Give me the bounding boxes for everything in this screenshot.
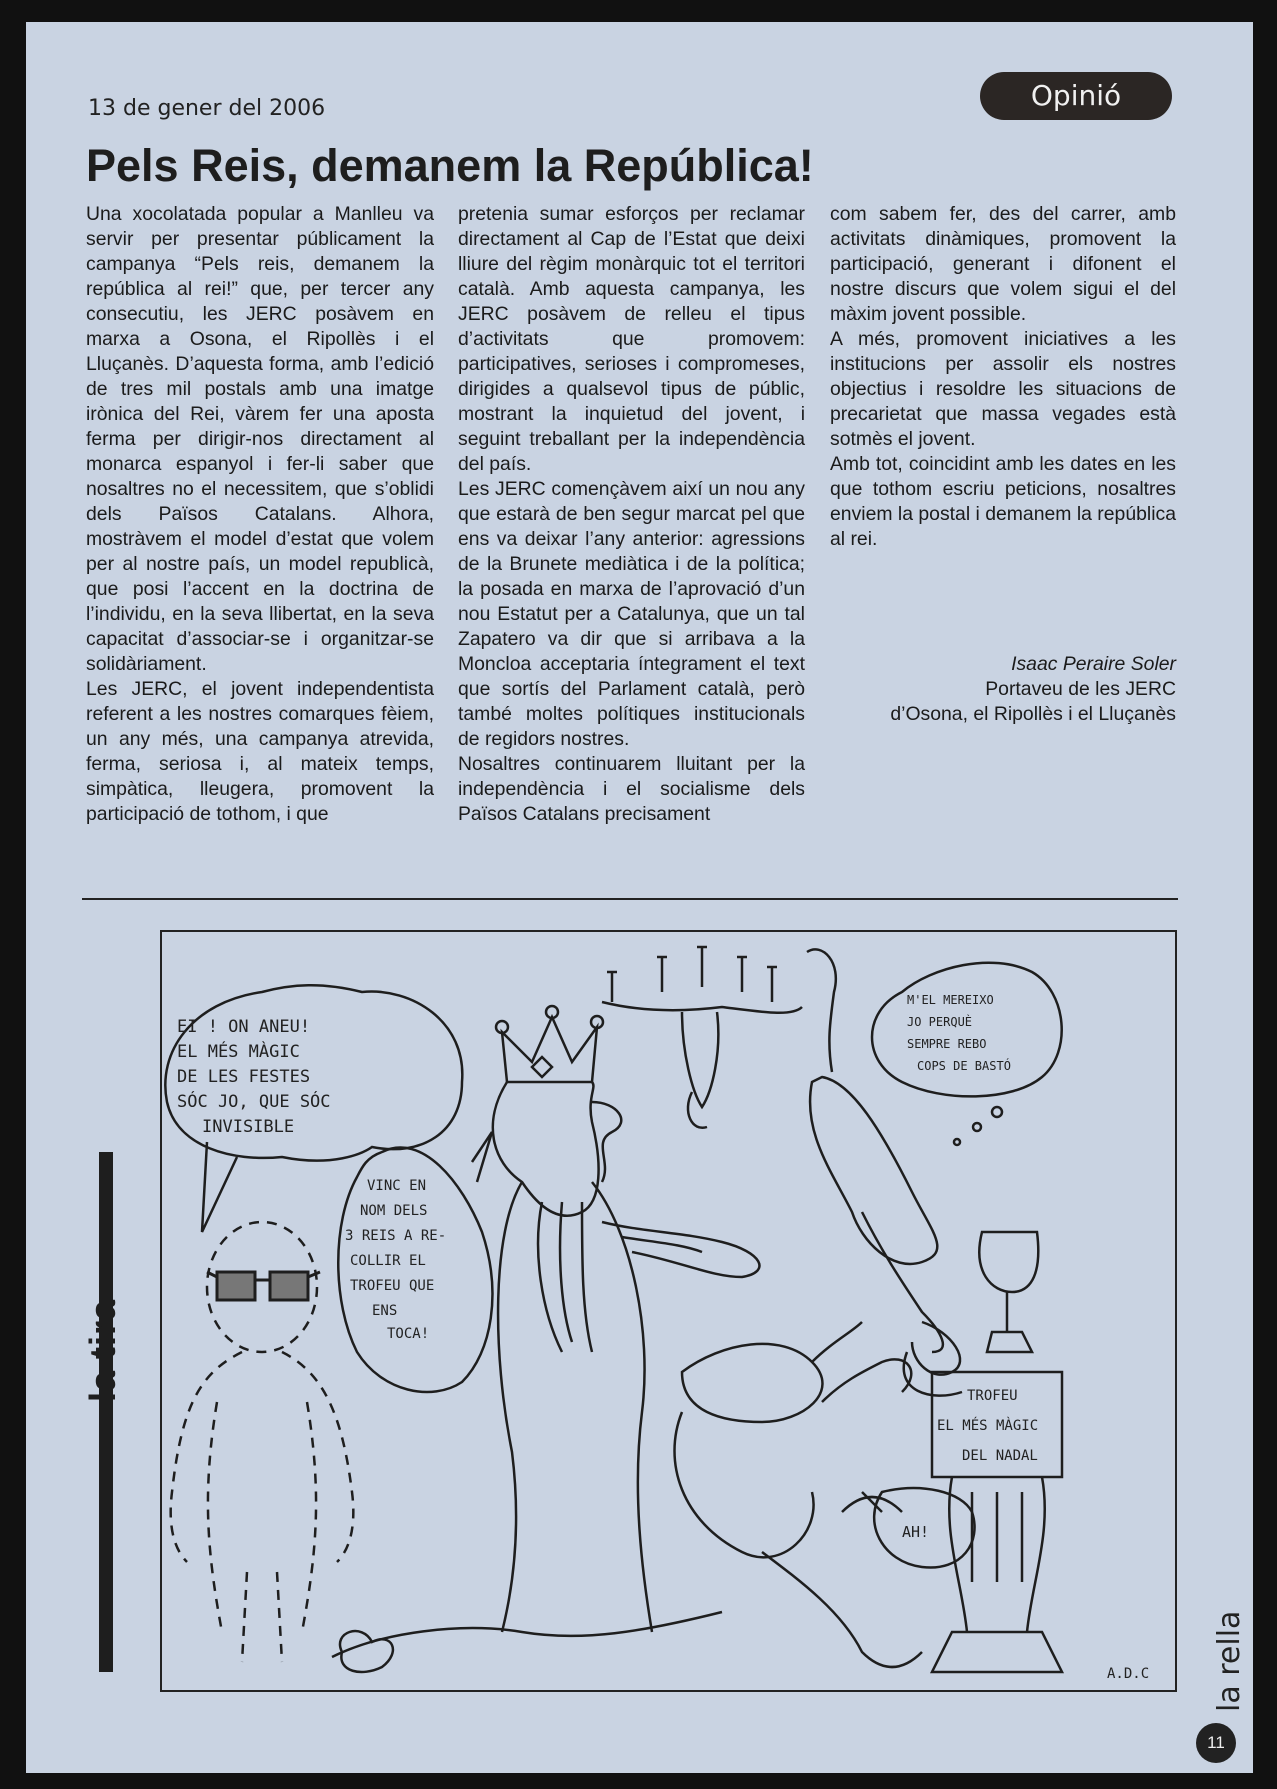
speech-bubble-log	[872, 963, 1062, 1097]
paragraph: Amb tot, coincidint amb les dates en les que tothom escriu peticions, nosaltres enviem la postal i demanem la república al rei.	[830, 453, 1176, 550]
comic-strip	[160, 930, 1177, 1692]
trophy-plaque-line: DEL NADAL	[962, 1448, 1038, 1464]
sunglasses-icon	[207, 1272, 320, 1300]
bubble-log-line: JO PERQUÈ	[907, 1015, 973, 1029]
article-column-2	[458, 202, 805, 827]
trophy-plaque-line: TROFEU	[967, 1388, 1018, 1404]
author-region: d’Osona, el Ripollès i el Lluçanès	[890, 703, 1176, 725]
section-badge: Opinió	[980, 72, 1172, 120]
newspaper-page	[26, 22, 1253, 1773]
paragraph: A més, promovent iniciatives a les institucions per assolir els nostres objectius i resoldre les situacions de precarietat que massa vegades està sotmès el jovent.	[830, 328, 1176, 450]
comic-drawing	[162, 932, 1175, 1690]
bubble-king-line: VINC EN	[367, 1178, 427, 1194]
bubble-invisible-line: SÓC JO, QUE SÓC	[177, 1092, 331, 1112]
bubble-invisible-line: DE LES FESTES	[177, 1067, 311, 1087]
paragraph: Nosaltres continuarem lluitant per la independència i el socialisme dels Països Catalans precisament	[458, 753, 805, 825]
bubble-king-line: TOCA!	[387, 1326, 430, 1342]
bubble-king-line: ENS	[372, 1303, 398, 1319]
ground-line	[332, 1612, 722, 1657]
paragraph: pretenia sumar esforços per reclamar directament al Cap de l’Estat que deixi lliure del règim monàrquic tot el territori català. Amb aquesta campanya, les JERC posàvem de relleu el tipus d’activitats que promovem: participatives, serioses i compromeses, dirigides a qualsevol tipus de públic, mostrant la inquietud del jovent, i seguint treballant per la independència del país.	[458, 203, 805, 475]
article-column-3	[830, 202, 1176, 552]
bubble-log-line: M'EL MEREIXO	[907, 993, 994, 1007]
bubble-ah-text: AH!	[902, 1523, 930, 1541]
trophy-plaque-line: EL MÉS MÀGIC	[937, 1418, 1039, 1434]
bubble-king-line: NOM DELS	[360, 1203, 428, 1219]
paragraph: com sabem fer, des del carrer, amb activitats dinàmiques, promovent la participació, generant i difonent el nostre discurs que volem sigui el del màxim jovent possible.	[830, 203, 1176, 325]
page-number: 11	[1196, 1723, 1236, 1763]
paragraph: Les JERC, el jovent independentista referent a les nostres comarques fèiem, un any més, una campanya atrevida, ferma, seriosa i, al mateix temps, simpàtica, lleugera, promovent la participació de tothom, i que	[86, 678, 434, 825]
article-headline: Pels Reis, demanem la República!	[86, 140, 814, 191]
article-column-1	[86, 202, 434, 827]
bubble-invisible-line: EL MÉS MÀGIC	[177, 1042, 300, 1062]
author-signature	[830, 652, 1176, 727]
king-figure	[493, 1082, 760, 1632]
bubble-king-line: TROFEU QUE	[350, 1278, 435, 1294]
bubble-log-line: COPS DE BASTÓ	[917, 1059, 1011, 1073]
issue-date: 13 de gener del 2006	[88, 96, 326, 121]
bubble-log-line: SEMPRE REBO	[907, 1037, 987, 1051]
paragraph: Una xocolatada popular a Manlleu va servir per presentar públicament la campanya “Pels reis, demanem la república al rei!” que, per tercer any consecutiu, les JERC posàvem en marxa a Osona, el Ripollès i el Lluçanès. D’aquesta forma, amb l’edició de tres mil postals amb una imatge irònica del Rei, vàrem fer una aposta ferma per dirigir-nos directament al monarca espanyol i fer-li saber que nosaltres no el necessitem, que s’oblidi dels Països Catalans. Alhora, mostràvem el model d’estat que volem per al nostre país, un model republicà, que posi l’accent en la doctrina de l’individu, en la seva llibertat, en la seva capacitat d’associar-se i organitzar-se solidàriament.	[86, 203, 434, 675]
bubble-king-line: COLLIR EL	[350, 1253, 426, 1269]
crown-icon	[496, 1006, 603, 1082]
tira-side-bar	[99, 1152, 113, 1672]
bubble-invisible-line: EI ! ON ANEU!	[177, 1017, 311, 1037]
author-role: Portaveu de les JERC	[985, 678, 1176, 700]
bubble-invisible-line: INVISIBLE	[202, 1117, 295, 1137]
invisible-man-outline	[171, 1222, 354, 1662]
chandelier-icon	[602, 947, 802, 1128]
publication-name: la rella	[1212, 1610, 1247, 1712]
tira-label: la tira	[82, 1298, 123, 1402]
bubble-king-line: 3 REIS A RE-	[345, 1228, 447, 1244]
paragraph: Les JERC començàvem així un nou any que estarà de ben segur marcat pel que ens va deixar l’any anterior: agressions de la Brunete mediàtica i de la política; la posada en marxa de l’aprovació d’un nou Estatut per a Catalunya, que un tal Zapatero va dir que si arribava a la Moncloa acceptaria íntegrament el text que sortís del Parlament català, però també moltes polítiques institucionals de regidors nostres.	[458, 478, 805, 750]
artist-signature: A.D.C	[1107, 1666, 1150, 1682]
section-divider	[82, 898, 1178, 900]
author-name: Isaac Peraire Soler	[1011, 653, 1176, 675]
